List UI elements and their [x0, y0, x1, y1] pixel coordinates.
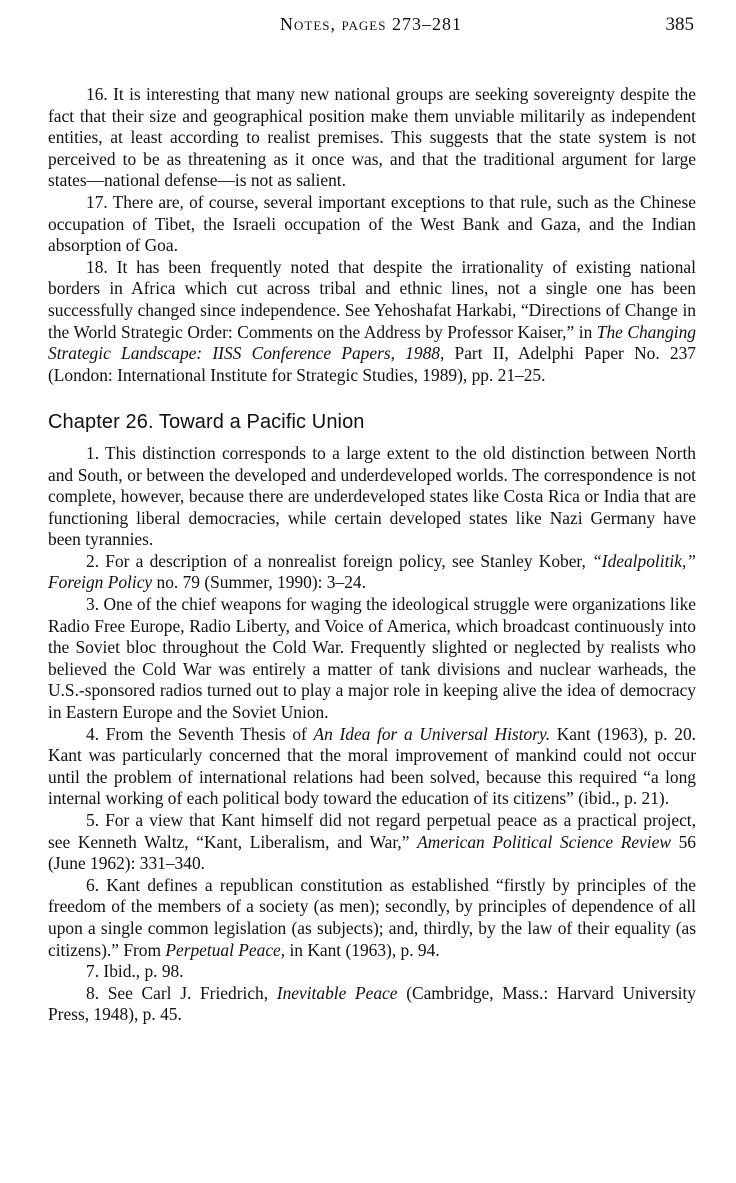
note-text: There are, of course, several important exceptions to that rule, such as the Chinese occupation of Tibet, the Israeli occupation of the West Bank and Gaza, and the Indian absorption of Goa.: [48, 191, 696, 256]
chapter-note-2: [48, 551, 696, 594]
page-number: 385: [665, 14, 694, 35]
note-text: 56 (June 1962): 331–340.: [48, 831, 696, 874]
chapter-note-1: [48, 443, 696, 551]
chapter-heading: Chapter 26. Toward a Pacific Union: [48, 411, 365, 434]
note-number: 16.: [86, 84, 108, 104]
note-text: For a view that Kant himself did not regard perpetual peace as a practical project, see Kenneth Waltz, “Kant, Liberalism, and War,”: [48, 810, 696, 852]
note-number: 8.: [86, 982, 100, 1003]
running-head-title: Notes, pages 273–281: [280, 14, 462, 34]
note-18: [48, 257, 696, 387]
note-citation-title: An Idea for a Universal History.: [313, 723, 551, 744]
note-17: [48, 192, 696, 257]
chapter-note-4: [48, 724, 696, 810]
notes-body: [48, 84, 696, 1026]
chapter-note-7: [48, 961, 696, 983]
note-text: Kant defines a republican constitution as established “firstly by principles of the freedom of the members of a society (as men); secondly, by principles of dependence of all upon a single common legislation (as subjects); and, thirdly, by the law of their equality (as citizens).” From: [48, 874, 696, 960]
note-text: One of the chief weapons for waging the ideological struggle were organizations like Radio Free Europe, Radio Liberty, and Voice of America, which broadcast continuously into the Soviet bloc throughout the Cold War. Frequently slighted or neglected by realists who believed the Cold War was entirely a matter of tank divisions and nuclear warheads, the U.S.-sponsored radios turned out to play a major role in keeping alive the idea of democracy in Eastern Europe and the Soviet Union.: [48, 594, 696, 723]
chapter-note-6: [48, 875, 696, 961]
note-number: 1.: [86, 442, 100, 463]
chapter-note-3: [48, 594, 696, 724]
note-16: [48, 84, 696, 192]
note-text: This distinction corresponds to a large extent to the old distinction between North and South, or between the developed and underdeveloped worlds. The correspondence is not complete, however, because there are underdeveloped states like Costa Rica or India that are functioning liberal democracies, while certain developed states like Nazi Germany have been tyrannies.: [48, 442, 696, 550]
note-citation-title: American Political Science Review: [417, 831, 671, 852]
note-text: Ibid., p. 98.: [103, 961, 184, 982]
note-number: 18.: [86, 256, 108, 277]
note-number: 6.: [86, 874, 100, 895]
note-text: , Part II, Adelphi Paper No. 237 (London: International Institute for Strategic Studies, 1989), pp. 21–25.: [48, 343, 696, 385]
note-text: See Carl J. Friedrich,: [107, 982, 277, 1003]
note-text: It is interesting that many new national groups are seeking sovereignty despite the fact that their size and geographical position make them unviable militarily as independent entities, at least according to realist premises. This suggests that the state system is not perceived to be as threatening as it once was, and that the traditional argument for large states—national defense—is not as salient.: [48, 84, 696, 191]
note-citation-title: “Idealpolitik,” Foreign Policy: [48, 550, 696, 593]
note-text: (Cambridge, Mass.: Harvard University Press, 1948), p. 45.: [48, 982, 696, 1025]
note-number: 7.: [86, 961, 100, 982]
note-citation-title: Perpetual Peace,: [165, 939, 286, 960]
note-text: For a description of a nonrealist foreign policy, see Stanley Kober,: [105, 550, 593, 571]
chapter-note-8: [48, 983, 696, 1026]
running-head: [48, 14, 694, 40]
note-text: in Kant (1963), p. 94.: [285, 939, 440, 960]
note-number: 2.: [86, 550, 100, 571]
note-citation-title: Inevitable Peace: [276, 982, 398, 1003]
note-number: 4.: [86, 723, 100, 744]
note-number: 3.: [86, 594, 100, 615]
note-text: It has been frequently noted that despite the irrationality of existing national borders in Africa which cut across tribal and ethnic lines, not a single one has been successfully changed since independence. See Yehoshafat Harkabi, “Directions of Change in the World Strategic Order: Comments on the Address by Professor Kaiser,” in: [48, 256, 696, 342]
note-number: 5.: [86, 810, 100, 830]
chapter-note-5: [48, 810, 696, 875]
note-number: 17.: [86, 191, 108, 212]
note-text: no. 79 (Summer, 1990): 3–24.: [152, 572, 366, 593]
note-text: From the Seventh Thesis of: [105, 723, 314, 744]
note-text: Kant (1963), p. 20. Kant was particularly concerned that the moral improvement of mankind could not occur until the problem of international relations had been solved, because this required “a long internal working of each political body toward the education of its citizens” (ibid., p. 21).: [48, 723, 696, 809]
note-citation-title: The Changing Strategic Landscape: IISS Conference Papers, 1988: [48, 321, 696, 364]
